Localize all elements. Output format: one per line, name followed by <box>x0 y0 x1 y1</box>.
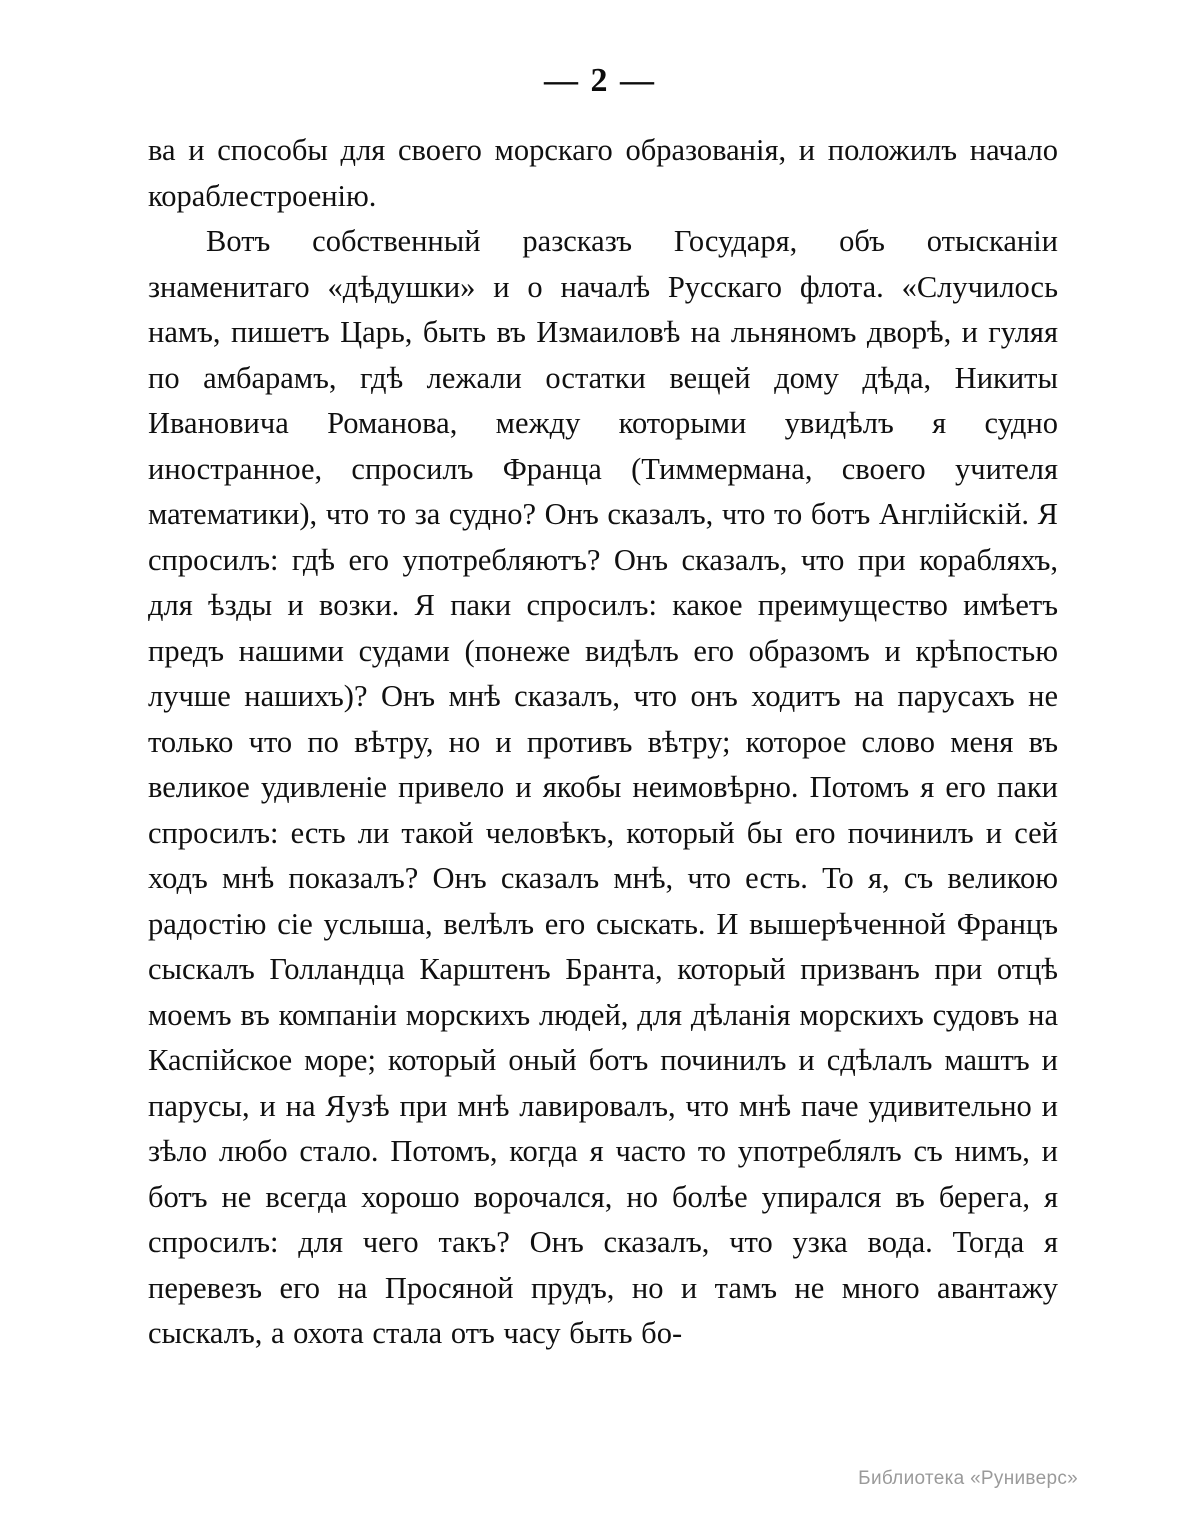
page-number: — 2 — <box>544 62 656 99</box>
body-text <box>148 128 1058 1357</box>
paragraph-main: Вотъ собственный разсказъ Государя, объ отысканіи знаменитаго «дѣдушки» и о началѣ Русскаго флота. «Случилось намъ, пишетъ Царь, быть въ Измаиловѣ на льняномъ дворѣ, и гуляя по амбарамъ, гдѣ лежали остатки вещей дому дѣда, Никиты Ивановича Романова, между которыми увидѣлъ я судно иностранное, спросилъ Франца (Тиммермана, своего учителя математики), что то за судно? Онъ сказалъ, что то ботъ Англійскій. Я спросилъ: гдѣ его употребляютъ? Онъ сказалъ, что при корабляхъ, для ѣзды и возки. Я паки спросилъ: какое преимущество имѣетъ предъ нашими судами (понеже видѣлъ его образомъ и крѣпостью лучше нашихъ)? Онъ мнѣ сказалъ, что онъ ходитъ на парусахъ не только что по вѣтру, но и противъ вѣтру; которое слово меня въ великое удивленіе привело и якобы неимовѣрно. Потомъ я его паки спросилъ: есть ли такой человѣкъ, который бы его починилъ и сей ходъ мнѣ показалъ? Онъ сказалъ мнѣ, что есть. То я, съ великою радостію сіе услыша, велѣлъ его сыскать. И вышерѣченной Францъ сыскалъ Голландца Карштенъ Бранта, который призванъ при отцѣ моемъ въ компаніи морскихъ людей, для дѣланія морскихъ судовъ на Каспійское море; который оный ботъ починилъ и сдѣлалъ маштъ и парусы, и на Яузѣ при мнѣ лавировалъ, что мнѣ паче удивительно и зѣло любо стало. Потомъ, когда я часто то употреблялъ съ нимъ, и ботъ не всегда хорошо ворочался, но болѣе упирался въ берега, я спросилъ: для чего такъ? Онъ сказалъ, что узка вода. Тогда я перевезъ его на Просяной прудъ, но и тамъ не много авантажу сыскалъ, а охота стала отъ часу быть бо- <box>148 224 1058 1350</box>
library-watermark: Библиотека «Руниверс» <box>858 1468 1078 1489</box>
paragraph-continued: ва и способы для своего морскаго образованія, и положилъ начало кораблестроенію. <box>148 133 1058 213</box>
